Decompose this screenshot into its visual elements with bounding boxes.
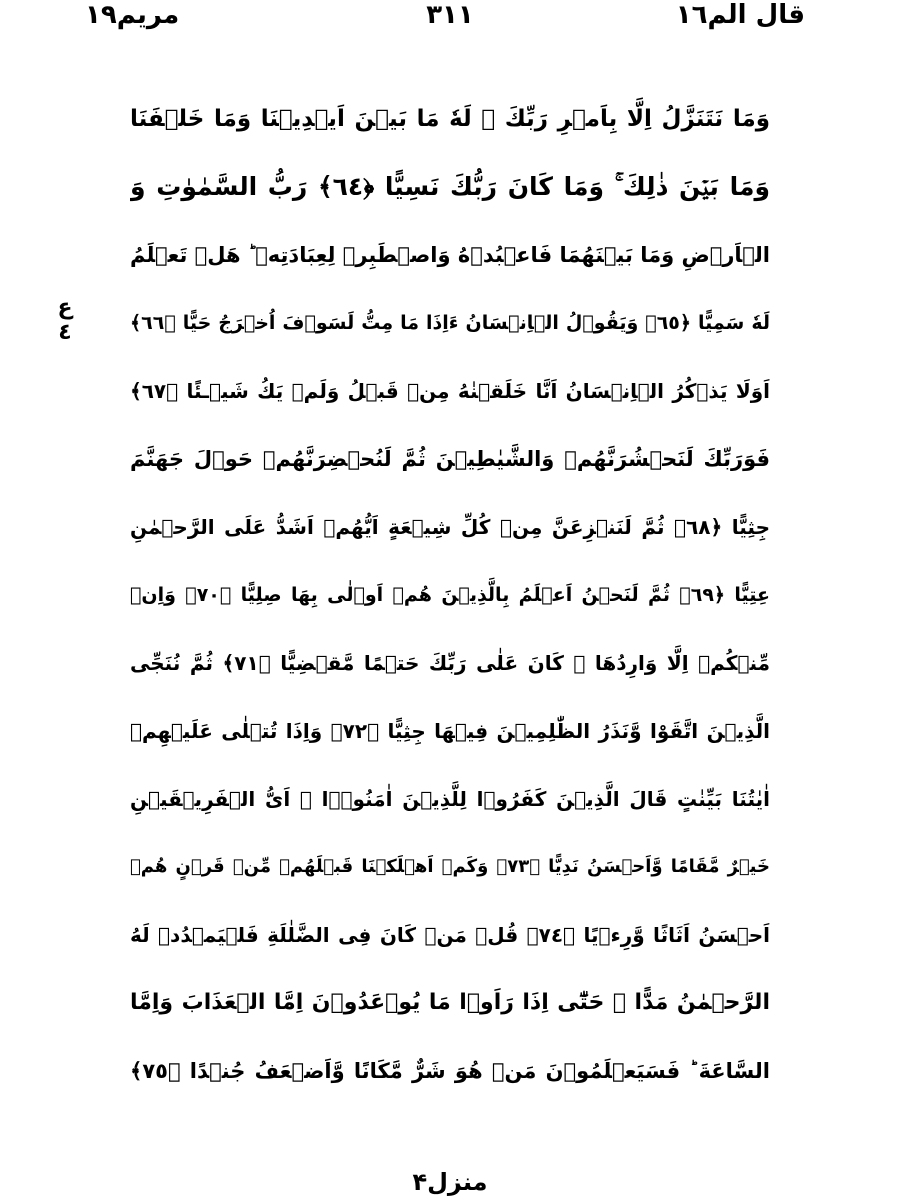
page-number: ٣١١ xyxy=(426,0,474,30)
page-header xyxy=(0,0,900,40)
text-line: الرَّحۡمٰنُ مَدًّا ۚ حَتّٰٓى اِذَا رَاَوۡا مَا يُوۡعَدُوۡنَ اِمَّا الۡعَذَابَ وَاِمَّا xyxy=(130,990,770,1015)
manzil-footer: منزل۴ xyxy=(412,1168,488,1196)
text-line: فَوَرَبِّكَ لَنَحۡشُرَنَّهُمۡ وَالشَّيٰطِيۡنَ ثُمَّ لَنُحۡضِرَنَّهُمۡ حَوۡلَ جَهَنَّمَ xyxy=(130,447,770,471)
text-line: اٰيٰتُنَا بَيِّنٰتٍ قَالَ الَّذِيۡنَ كَفَرُوۡا لِلَّذِيۡنَ اٰمَنُوۡۤا ۙ اَىُّ الۡفَرِيۡقَيۡنِ xyxy=(130,787,770,811)
surah-label: مريم١٩ xyxy=(85,0,180,30)
ruku-margin-marker: ع ٤ xyxy=(57,295,73,345)
text-line: السَّاعَةَ ؕ فَسَيَعۡلَمُوۡنَ مَنۡ هُوَ شَرٌّ مَّكَانًا وَّاَضۡعَفُ جُنۡدًا ﴿٧٥﴾ xyxy=(130,1059,770,1083)
text-line: اَحۡسَنُ اَثَاثًا وَّرِءۡيًا ﴿٧٤﴾ قُلۡ مَنۡ كَانَ فِى الضَّلٰلَةِ فَلۡيَمۡدُدۡ لَهُ xyxy=(130,923,770,947)
text-line: مِّنۡكُمۡ اِلَّا وَارِدُهَا ۚ كَانَ عَلٰى رَبِّكَ حَتۡمًا مَّقۡضِيًّا ﴿٧١﴾ ثُمَّ نُنَجِّى xyxy=(130,651,770,675)
juz-label: قال الم١٦ xyxy=(675,0,805,30)
text-line: عِتِيًّا ﴿٦٩﴾ ثُمَّ لَنَحۡنُ اَعۡلَمُ بِالَّذِيۡنَ هُمۡ اَوۡلٰى بِهَا صِلِيًّا ﴿٧٠﴾ وَاِنۡ xyxy=(130,584,770,606)
text-line: لَهٗ سَمِيًّا ﴿٦٥﴾ وَيَقُوۡلُ الۡاِنۡسَانُ ءَاِذَا مَا مِتُّ لَسَوۡفَ اُخۡرَجُ حَيًّا ﴿٦٦﴾ xyxy=(130,312,770,334)
text-line: خَيۡرٌ مَّقَامًا وَّاَحۡسَنُ نَدِيًّا ﴿٧٣﴾ وَكَمۡ اَهۡلَكۡنَا قَبۡلَهُمۡ مِّنۡ قَرۡنٍ هُمۡ xyxy=(130,856,770,877)
text-line: اَوَلَا يَذۡكُرُ الۡاِنۡسَانُ اَنَّا خَلَقۡنٰهُ مِنۡ قَبۡلُ وَلَمۡ يَكُ شَيۡـئًا ﴿٦٧﴾ xyxy=(130,379,770,403)
text-line: الۡاَرۡضِ وَمَا بَيۡنَهُمَا فَاعۡبُدۡهُ وَاصۡطَبِرۡ لِعِبَادَتِهٖ ؕ هَلۡ تَعۡلَمُ xyxy=(130,243,770,267)
text-line: الَّذِيۡنَ اتَّقَوْا وَّنَذَرُ الظّٰلِمِيۡنَ فِيۡهَا جِثِيًّا ﴿٧٢﴾ وَاِذَا تُتۡلٰى عَلَيۡهِمۡ xyxy=(130,719,770,743)
text-line: جِثِيًّا ﴿٦٨﴾ ثُمَّ لَنَنۡزِعَنَّ مِنۡ كُلِّ شِيۡعَةٍ اَيُّهُمۡ اَشَدُّ عَلَى الرَّحۡمٰنِ xyxy=(130,515,770,539)
text-line: وَمَا نَتَنَزَّلُ اِلَّا بِاَمۡرِ رَبِّكَ ۚ لَهٗ مَا بَيۡنَ اَيۡدِيۡنَا وَمَا خَلۡفَنَا xyxy=(130,106,770,132)
text-line: وَمَا بَيۡنَ ذٰلِكَ ۚ وَمَا كَانَ رَبُّكَ نَسِيًّا ﴿٦٤﴾ رَبُّ السَّمٰوٰتِ وَ xyxy=(130,172,770,201)
quran-text-block xyxy=(130,85,770,1105)
